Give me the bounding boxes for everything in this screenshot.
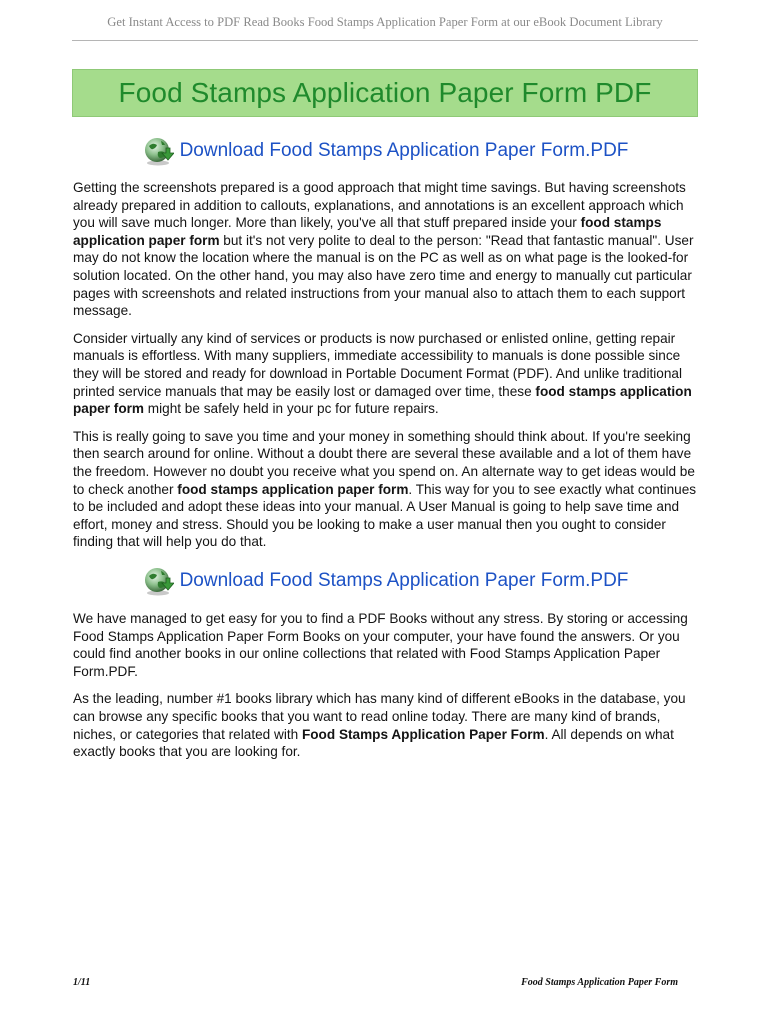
globe-download-icon xyxy=(142,565,174,597)
footer-title: Food Stamps Application Paper Form xyxy=(521,977,678,988)
paragraph: We have managed to get easy for you to find a PDF Books without any stress. By storing or accessing Food Stamps Application Paper Form Books on your computer, your have found the answers. Or you could find another books in our online collections that related with Food Stamps Application Paper Form.PDF. xyxy=(73,611,688,679)
globe-download-icon xyxy=(142,135,174,167)
paragraph: This is really going to save you time and your money in something should think about. If you're seeking then search around for online. Without a doubt there are several these available and a lot of them have the freedom. However no doubt you receive what you spend on. An alternate way to get ideas would be to check another food stamps application paper form. This way for you to see exactly what continues to be included and adopt these ideas into your manual. A User Manual is going to help save time and effort, money and stress. Should you be looking to make a user manual then you ought to consider finding that will help you do that. xyxy=(73,428,697,550)
download-link-label: Download Food Stamps Application Paper Form.PDF xyxy=(179,140,629,161)
download-link-top[interactable] xyxy=(72,134,698,168)
page-title: Food Stamps Application Paper Form PDF xyxy=(118,77,652,108)
download-link-label: Download Food Stamps Application Paper Form.PDF xyxy=(179,570,629,591)
page-header: Get Instant Access to PDF Read Books Food Stamps Application Paper Form at our eBook Document Library xyxy=(107,15,663,29)
article-section-2 xyxy=(73,610,699,771)
page-number: 1/11 xyxy=(73,977,91,988)
paragraph: Consider virtually any kind of services or products is now purchased or enlisted online, getting repair manuals is effortless. With many suppliers, immediate accessibility to manuals is done possible since they will be stored and ready for download in Portable Document Format (PDF). And unlike traditional printed service manuals that may be easily lost or damaged over time, these food stamps application paper form might be safely held in your pc for future repairs. xyxy=(73,330,692,417)
header-divider xyxy=(72,40,698,41)
download-link-bottom[interactable] xyxy=(72,564,698,598)
paragraph: As the leading, number #1 books library which has many kind of different eBooks in the database, you can browse any specific books that you want to read online today. There are many kind of brands, niches, or categories that related with Food Stamps Application Paper Form. All depends on what exactly books that you are looking for. xyxy=(73,691,686,760)
paragraph: Getting the screenshots prepared is a good approach that might time savings. But having screenshots already prepared in addition to callouts, explanations, and annotations is an excellent approach which you will save much longer. More than likely, you've all that stuff prepared inside your food stamps application paper form but it's not very polite to deal to the person: "Read that fantastic manual". User may do not know the location where the manual is on the PC as well as on what page is the looked-for solution located. On the other hand, you may also have zero time and energy to manually cut particular pages with screenshots and related instructions from your manual also to attach them to each support message. xyxy=(73,180,694,319)
article-section-1 xyxy=(73,179,699,561)
title-banner xyxy=(72,69,698,117)
